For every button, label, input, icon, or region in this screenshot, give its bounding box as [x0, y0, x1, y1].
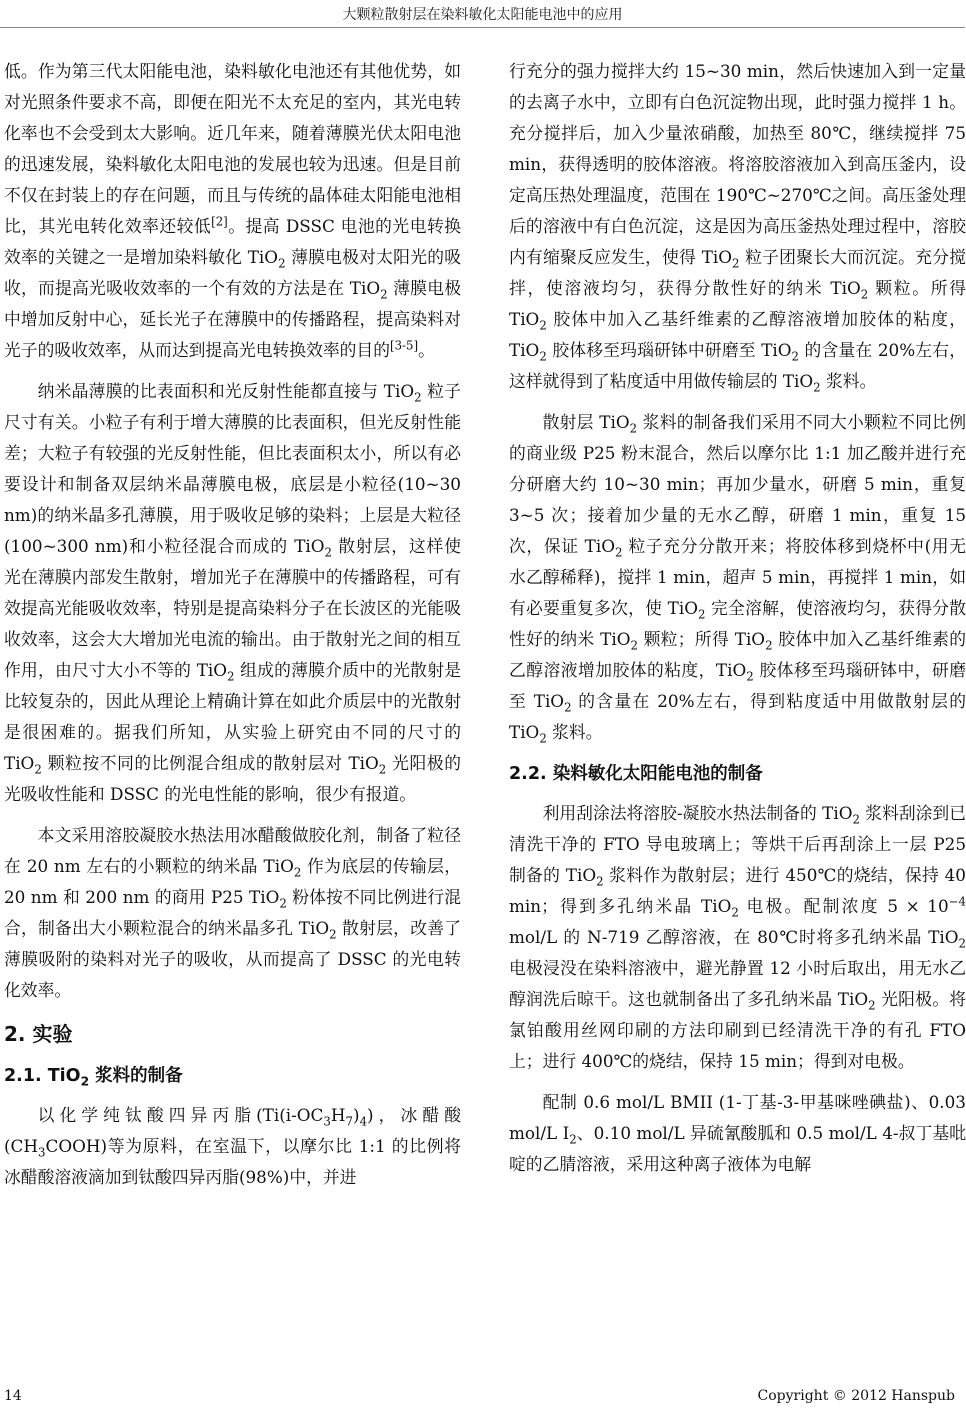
right-column	[509, 56, 966, 1190]
paragraph: 低。作为第三代太阳能电池，染料敏化电池还有其他优势，如对光照条件要求不高，即便在阳光不太充足的室内，其光电转化率也不会受到太大影响。近几年来，随着薄膜光伏太阳电池的迅速发展，染料敏化太阳电池的发展也较为迅速。但是目前不仅在封装上的存在问题，而且与传统的晶体硅太阳能电池相比，其光电转化效率还较低[2]。提高 DSSC 电池的光电转换效率的关键之一是增加染料敏化 TiO$_2$ 薄膜电极对太阳光的吸收，而提高光吸收效率的一个有效的方法是在 TiO$_2$ 薄膜电极中增加反射中心，延长光子在薄膜中的传播路程，提高染料对光子的吸收效率，从而达到提高光电转换效率的目的[3-5]。	[4, 61, 462, 360]
left-column	[4, 56, 461, 1203]
header-rule	[0, 27, 965, 28]
running-title: 大颗粒散射层在染料敏化太阳能电池中的应用	[342, 7, 623, 23]
paragraph: 行充分的强力搅拌大约 15~30 min，然后快速加入到一定量的去离子水中，立即有白色沉淀物出现，此时强力搅拌 1 h。充分搅拌后，加入少量浓硝酸，加热至 80℃，继续搅拌 75 min，获得透明的胶体溶液。将溶胶溶液加入到高压釜内，设定高压热处理温度，范围在 190℃~270℃之间。高压釜处理后的溶液中有白色沉淀，这是因为高压釜热处理过程中，溶胶内有缩聚反应发生，使得 TiO$_2$ 粒子团聚长大而沉淀。充分搅拌，使溶液均匀，获得分散性好的纳米 TiO$_2$ 颗粒。所得 TiO$_2$ 胶体中加入乙基纤维素的乙醇溶液增加胶体的粘度，TiO$_2$ 胶体移至玛瑙研钵中研磨至 TiO$_2$ 的含量在 20%左右，这样就得到了粘度适中用做传输层的 TiO$_2$ 浆料。	[509, 61, 966, 395]
subsection-heading: 2.2. 染料敏化太阳能电池的制备	[509, 764, 763, 784]
paragraph: 本文采用溶胶凝胶水热法用冰醋酸做胶化剂，制备了粒径在 20 nm 左右的小颗粒的纳米晶 TiO$_2$ 作为底层的传输层，20 nm 和 200 nm 的商用 P25 TiO$_2$ 粉体按不同比例进行混合，制备出大小颗粒混合的纳米晶多孔 TiO$_2$ 散射层，改善了薄膜吸附的染料对光子的吸收，从而提高了 DSSC 的光电转化效率。	[4, 825, 461, 1000]
paragraph: 配制 0.6 mol/L BMII (1-丁基-3-甲基咪唑碘盐)、0.03 mol/L $I_2$、0.10 mol/L 异硫氰酸胍和 0.5 mol/L 4-叔丁基吡啶的乙腈溶液，采用这种离子液体为电解	[509, 1092, 966, 1174]
paragraph: 散射层 TiO$_2$ 浆料的制备我们采用不同大小颗粒不同比例的商业级 P25 粉末混合，然后以摩尔比 1:1 加乙酸并进行充分研磨大约 10~30 min；再加少量水，研磨 5 min，重复 3~5 次；接着加少量的无水乙醇，研磨 1 min，重复 15 次，保证 TiO$_2$ 粒子充分分散开来；将胶体移到烧杯中(用无水乙醇稀释)，搅拌 1 min，超声 5 min，再搅拌 1 min，如有必要重复多次，使 TiO$_2$ 完全溶解，使溶液均匀，获得分散性好的纳米 TiO$_2$ 颗粒；所得 TiO$_2$ 胶体中加入乙基纤维素的乙醇溶液增加胶体的粘度，TiO$_2$ 胶体移至玛瑙研钵中，研磨至 TiO$_2$ 的含量在 20%左右，得到粘度适中用做散射层的 TiO$_2$ 浆料。	[509, 412, 966, 746]
paragraph: 纳米晶薄膜的比表面积和光反射性能都直接与 TiO$_2$ 粒子尺寸有关。小粒子有利于增大薄膜的比表面积，但光反射性能差；大粒子有较强的光反射性能，但比表面积太小，所以有必要设计和制备双层纳米晶薄膜电极，底层是小粒径(10~30 nm)的纳米晶多孔薄膜，用于吸收足够的染料；上层是大粒径(100~300 nm)和小粒径混合而成的 TiO$_2$ 散射层，这样使光在薄膜内部发生散射，增加光子在薄膜中的传播路程，可有效提高光能吸收效率，特别是提高染料分子在长波区的光能吸收效率，这会大大增加光电流的输出。由于散射光之间的相互作用，由尺寸大小不等的 TiO$_2$ 组成的薄膜介质中的光散射是比较复杂的，因此从理论上精确计算在如此介质层中的光散射是很困难的。据我们所知，从实验上研究由不同的尺寸的 TiO$_2$ 颗粒按不同的比例混合组成的散射层对 TiO$_2$ 光阳极的光吸收性能和 DSSC 的光电性能的影响，很少有报道。	[4, 381, 461, 804]
page-number: 14	[4, 1388, 22, 1404]
section-heading: 2. 实验	[4, 1022, 73, 1046]
paragraph: 以化学纯钛酸四异丙脂$(Ti(i-OC_3H_7)_4)$，冰醋酸$(CH_3COOH)$等为原料，在室温下，以摩尔比 1:1 的比例将冰醋酸溶液滴加到钛酸四异丙脂(98%)中，并进	[4, 1105, 461, 1187]
subsection-heading: 2.1. TiO$_2$ 浆料的制备	[4, 1066, 183, 1089]
copyright-notice: Copyright © 2012 Hanspub	[757, 1388, 955, 1404]
paragraph: 利用刮涂法将溶胶-凝胶水热法制备的 TiO$_2$ 浆料刮涂到已清洗干净的 FTO 导电玻璃上；等烘干后再刮涂上一层 P25 制备的 TiO$_2$ 浆料作为散射层；进行 450℃的烧结，保持 40 min；得到多孔纳米晶 TiO$_2$ 电极。配制浓度 $5 \times 10^{-4}$ mol/L 的 N-719 乙醇溶液，在 80℃时将多孔纳米晶 TiO$_2$ 电极浸没在染料溶液中，避光静置 12 小时后取出，用无水乙醇润洗后晾干。这也就制备出了多孔纳米晶 TiO$_2$ 光阳极。将氯铂酸用丝网印刷的方法印刷到已经清洗干净的有孔 FTO 上；进行 400℃的烧结，保持 15 min；得到对电极。	[509, 803, 966, 1071]
